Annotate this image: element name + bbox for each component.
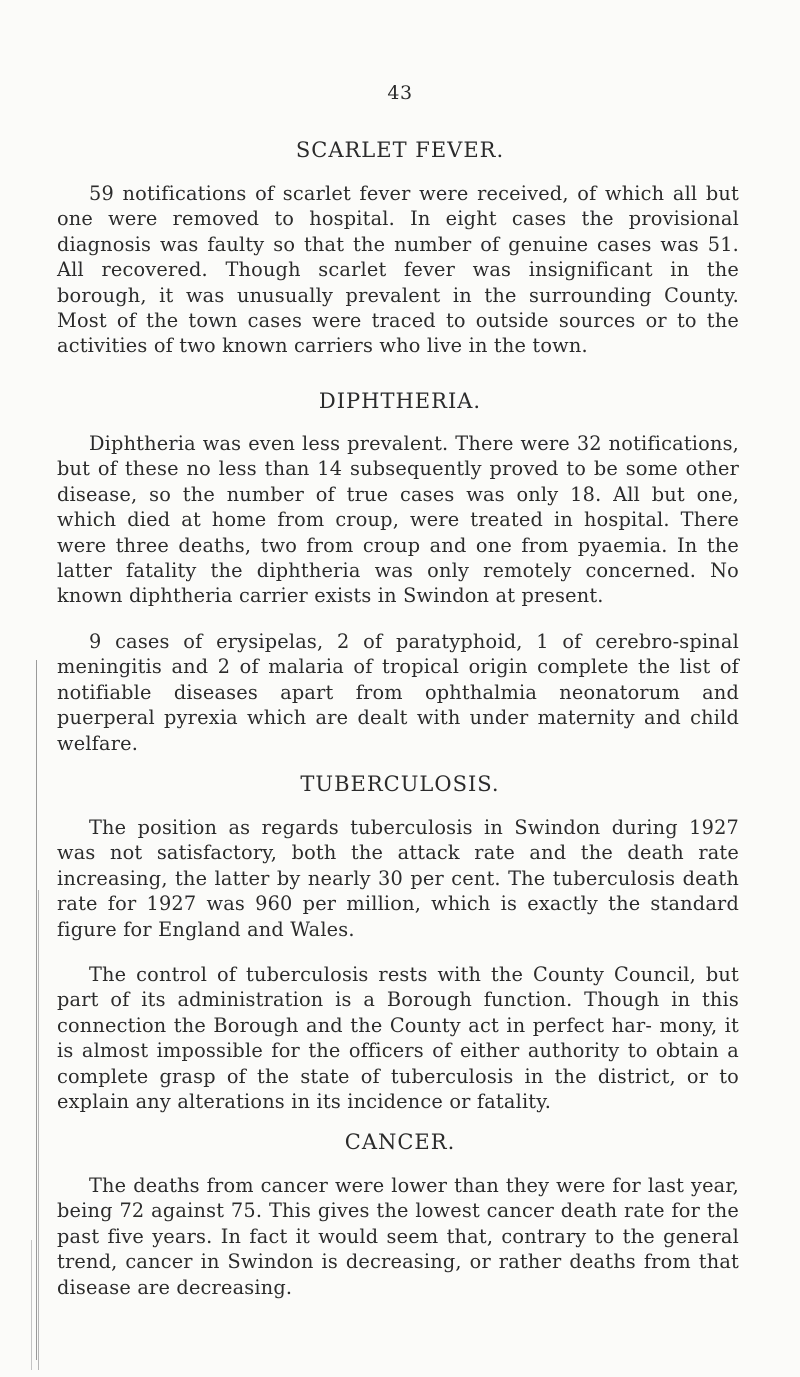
paragraph-tuberculosis-control: The control of tuberculosis rests with the County Council, but part of its administration is a Borough function. Though in this connection the Borough and the County act in perfect har- mony, it is almost impossible for the officers of either authority to obtain a complete grasp of the state of tuberculosis in the district, or to explain any alterations in its incidence or fatality. (57, 963, 739, 1114)
paragraph-tuberculosis-position: The position as regards tuberculosis in Swindon during 1927 was not satisfactory, both the attack rate and the death rate increasing, the latter by nearly 30 per cent. The tuberculosis death rate for 1927 was 960 per million, which is exactly the standard figure for England and Wales. (57, 816, 739, 941)
binding-edge-shadow (22, 640, 40, 1377)
paragraph-scarlet-fever: 59 notifications of scarlet fever were received, of which all but one were removed to hospital. In eight cases the provisional diagnosis was faulty so that the number of genuine cases was 51. All recovered. Though scarlet fever was insignificant in the borough, it was unusually prevalent in the surrounding County. Most of the town cases were traced to outside sources or to the activities of two known carriers who live in the town. (57, 182, 739, 358)
paragraph-notifiable-diseases: 9 cases of erysipelas, 2 of paratyphoid, 1 of cerebro-spinal meningitis and 2 of malaria of tropical origin complete the list of notifiable diseases apart from ophthalmia neonatorum and puerperal pyrexia which are dealt with under maternity and child welfare. (57, 630, 739, 755)
page-number: 43 (387, 82, 413, 104)
section-heading-scarlet-fever: SCARLET FEVER. (295, 138, 505, 162)
section-heading-diphtheria: DIPHTHERIA. (318, 389, 482, 413)
paragraph-cancer: The deaths from cancer were lower than they were for last year, being 72 against 75. This gives the lowest cancer death rate for the past five years. In fact it would seem that, contrary to the general trend, cancer in Swindon is decreasing, or rather deaths from that disease are decreasing. (57, 1174, 739, 1299)
section-heading-tuberculosis: TUBERCULOSIS. (300, 772, 500, 796)
section-heading-cancer: CANCER. (344, 1130, 456, 1154)
paragraph-diphtheria: Diphtheria was even less prevalent. There were 32 notifications, but of these no less than 14 subsequently proved to be some other disease, so the number of true cases was only 18. All but one, which died at home from croup, were treated in hospital. There were three deaths, two from croup and one from pyaemia. In the latter fatality the diphtheria was only remotely concerned. No known diphtheria carrier exists in Swindon at present. (57, 432, 739, 608)
